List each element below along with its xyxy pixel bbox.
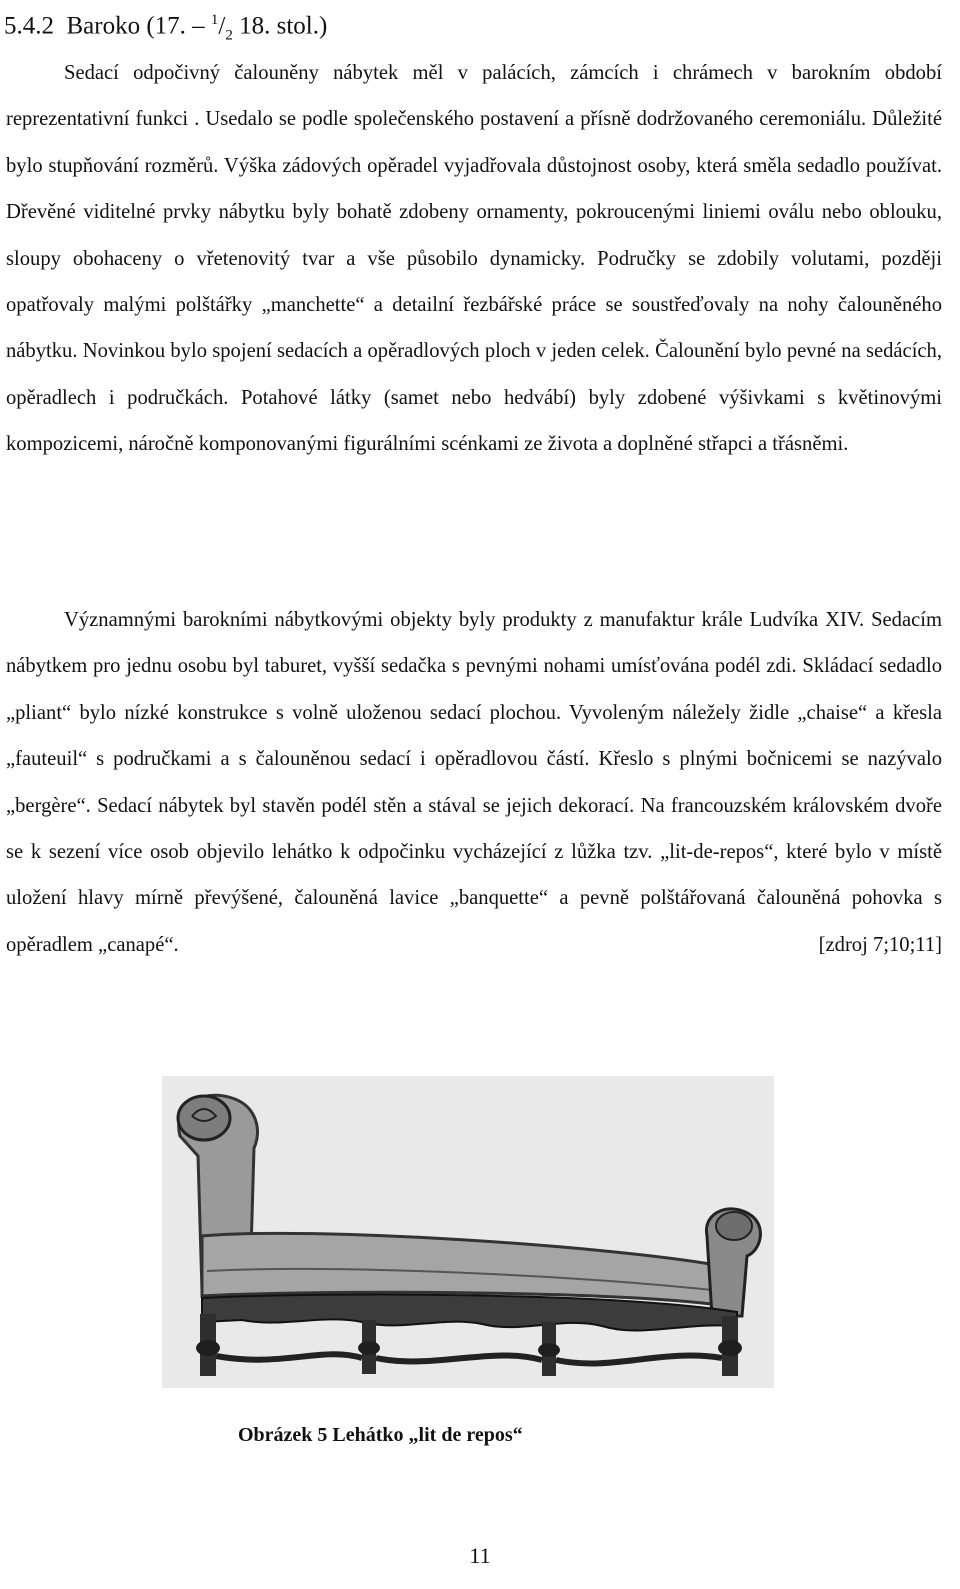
section-title-start: Baroko (17. – <box>66 12 205 40</box>
fraction-denominator: 2 <box>225 27 233 44</box>
paragraph-2-text: Významnými barokními nábytkovými objekty byly produkty z manufaktur krále Ludvíka XIV. Sedacím nábytkem pro jednu osobu byl taburet, vyšší sedačka s pevnými nohami umísťována podél zdi. Skládací sedadlo „pliant“ bylo nízké konstrukce s volně uloženou sedací plochou. Vyvoleným náležely židle „chaise“ a křesla „fauteuil“ s područkami a s čalouněnou sedací i opěradlovou částí. Křeslo s plnými bočnicemi se nazývalo „bergère“. Sedací nábytek byl stavěn podél stěn a stával se jejich dekorací. Na francouzském královském dvoře se k sezení více osob objevilo lehátko k odpočinku vycházející z lůžka tzv. „lit-de-repos“, které bylo v místě uložení hlavy mírně převýšené, čalouněná lavice „banquette“ a pevně polštářovaná čalouněná pohovka s opěradlem „canapé“. <box>6 609 942 956</box>
section-heading <box>4 4 327 51</box>
paragraph-2 <box>6 597 942 968</box>
figure-caption: Obrázek 5 Lehátko „lit de repos“ <box>238 1424 523 1446</box>
section-number: 5.4.2 <box>4 12 54 40</box>
fraction-slash: / <box>218 12 226 40</box>
source-reference: [zdroj 7;10;11] <box>818 933 942 956</box>
section-title-end: 18. stol.) <box>232 12 328 40</box>
fraction-numerator: 1 <box>210 12 219 28</box>
daybed-photo-icon <box>162 1076 774 1388</box>
page-number: 11 <box>469 1543 491 1568</box>
paragraph-1: Sedací odpočivný čalouněny nábytek měl v palácích, zámcích i chrámech v barokním období reprezentativní funkci . Usedalo se podle společenského postavení a přísně dodržovaného ceremoniálu. Důležité bylo stupňování rozměrů. Výška zádových opěradel vyjadřovala důstojnost osoby, která směla sedadlo používat. Dřevěné viditelné prvky nábytku byly bohatě zdobeny ornamenty, pokroucenými liniemi oválu nebo oblouku, sloupy obohaceny o vřetenovitý tvar a vše působilo dynamicky. Područky se zdobily volutami, později opatřovaly malými polštářky „manchette“ a detailní řezbářské práce se soustřeďovaly na nohy čalouněného nábytku. Novinkou bylo spojení sedacích a opěradlových ploch v jeden celek. Čalounění bylo pevné na sedácích, opěradlech i područkách. Potahové látky (samet nebo hedvábí) byly zdobené výšivkami s květinovými kompozicemi, náročně komponovanými figurálními scénkami ze života a doplněné střapci a třásněmi. <box>6 62 942 456</box>
